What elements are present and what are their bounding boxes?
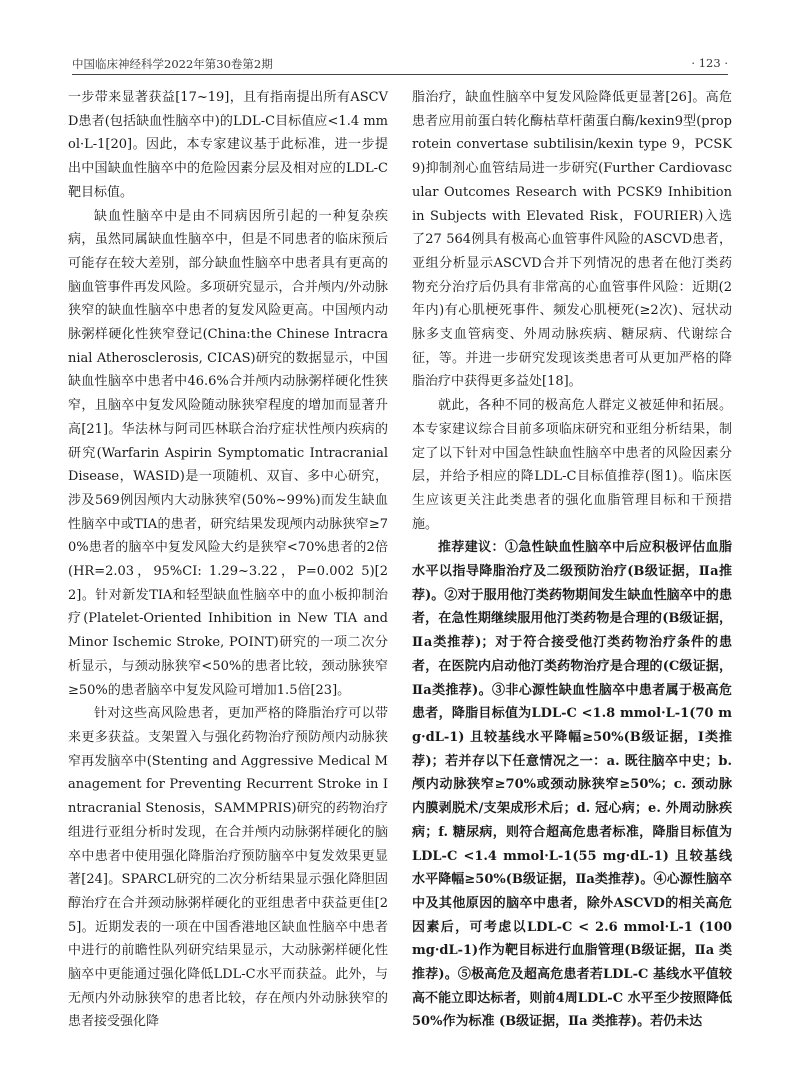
paragraph: 缺血性脑卒中是由不同病因所引起的一种复杂疾病，虽然同属缺血性脑卒中，但是不同患者的临床预后可能存在较大差别，部分缺血性脑卒中患者具有更高的脑血管事件再发风险。多项研究显示，合并颅内/外动脉狭窄的缺血性脑卒中患者的复发风险更高。中国颅内动脉粥样硬化性狭窄登记(China:the Chinese Intracranial Atherosclerosis, CICAS)研究的数据显示，中国缺血性脑卒中患者中46.6%合并颅内动脉粥样硬化性狭窄，且脑卒中复发风险随动脉狭窄程度的增加而显著升高[21]。华法林与阿司匹林联合治疗症状性颅内疾病的研究(Warfarin Aspirin Symptomatic Intracranial Disease，WASID)是一项随机、双盲、多中心研究，涉及569例因颅内大动脉狭窄(50%~99%)而发生缺血性脑卒中或TIA的患者，研究结果发现颅内动脉狭窄≥70%患者的脑卒中复发风险大约是狭窄<70%患者的2倍(HR=2.03，95%CI: 1.29~3.22，P=0.002 5)[22]。针对新发TIA和轻型缺血性脑卒中的血小板抑制治疗(Platelet-Oriented Inhibition in New TIA and Minor Ischemic Stroke, POINT)研究的一项二次分析显示，与颈动脉狭窄<50%的患者比较，颈动脉狭窄≥50%的患者脑卒中复发风险可增加1.5倍[23]。 <box>68 208 388 698</box>
paragraph: 就此，各种不同的极高危人群定义被延伸和拓展。本专家建议综合目前多项临床研究和亚组分析结果，制定了以下针对中国急性缺血性脑卒中患者的风险因素分层，并给予相应的降LDL-C目标值推荐(图1)。临床医生应该更关注此类患者的强化血脂管理目标和干预措施。 <box>412 398 732 532</box>
journal-info: 中国临床神经科学2022年第30卷第2期 <box>72 57 273 71</box>
paragraph: 脂治疗，缺血性脑卒中复发风险降低更显著[26]。高危患者应用前蛋白转化酶枯草杆菌蛋白酶/kexin9型(proprotein convertase subtilisin/kexin type 9，PCSK9)抑制剂心血管结局进一步研究(Further Cardiovascular Outcomes Research with PCSK9 Inhibition in Subjects with Elevated Risk，FOURIER)入选了27 564例具有极高心血管事件风险的ASCVD患者，亚组分析显示ASCVD合并下列情况的患者在他汀类药物充分治疗后仍具有非常高的心血管事件风险：近期(2年内)有心肌梗死事件、频发心肌梗死(≥2次)、冠状动脉多支血管病变、外周动脉疾病、糖尿病、代谢综合征，等。并进一步研究发现该类患者可从更加严格的降脂治疗中获得更多益处[18]。 <box>412 90 732 390</box>
recommendation-paragraph: 推荐建议：①急性缺血性脑卒中后应积极评估血脂水平以指导降脂治疗及二级预防治疗(B级证据，Ⅱa推荐)。②对于服用他汀类药物期间发生缺血性脑卒中的患者，在急性期继续服用他汀类药物是合理的(B级证据，Ⅱa类推荐)；对于符合接受他汀类药物治疗条件的患者，在医院内启动他汀类药物治疗是合理的(C级证据，Ⅱa类推荐)。③非心源性缺血性脑卒中患者属于极高危患者，降脂目标值为LDL-C <1.8 mmol·L-1(70 mg·dL-1) 且较基线水平降幅≥50%(B级证据，Ⅰ类推荐)；若并存以下任意情况之一：a. 既往脑卒中史；b. 颅内动脉狭窄≥70%或颈动脉狭窄≥50%；c. 颈动脉内膜剥脱术/支架成形术后；d. 冠心病；e. 外周动脉疾病；f. 糖尿病，则符合超高危患者标准，降脂目标值为LDL-C <1.4 mmol·L-1(55 mg·dL-1) 且较基线水平降幅≥50%(B级证据，Ⅱa类推荐)。④心源性脑卒中及其他原因的脑卒中患者，除外ASCVD的相关高危因素后，可考虑以LDL-C < 2.6 mmol·L-1 (100 mg·dL-1)作为靶目标进行血脂管理(B级证据，Ⅱa 类推荐)。⑤极高危及超高危患者若LDL-C 基线水平值较高不能立即达标者，则前4周LDL-C 水平至少按照降低 50%作为标准 (B级证据，Ⅱa 类推荐)。若仍未达 <box>412 540 732 1030</box>
right-column <box>412 86 732 1034</box>
paragraph: 一步带来显著获益[17~19]，且有指南提出所有ASCVD患者(包括缺血性脑卒中)的LDL-C目标值应<1.4 mmol·L-1[20]。因此，本专家建议基于此标准，进一步提出中国缺血性脑卒中的危险因素分层及相对应的LDL-C靶目标值。 <box>68 90 388 200</box>
running-header <box>72 54 728 75</box>
paragraph: 针对这些高风险患者，更加严格的降脂治疗可以带来更多获益。支架置入与强化药物治疗预防颅内动脉狭窄再发脑卒中(Stenting and Aggressive Medical Management for Preventing Recurrent Stroke in Intracranial Stenosis，SAMMPRIS)研究的药物治疗组进行亚组分析时发现，在合并颅内动脉粥样硬化的脑卒中患者中使用强化降脂治疗预防脑卒中复发效果更显著[24]。SPARCL研究的二次分析结果显示强化降胆固醇治疗在合并颈动脉粥样硬化的亚组患者中获益更佳[25]。近期发表的一项在中国香港地区缺血性脑卒中患者中进行的前瞻性队列研究结果显示，大动脉粥样硬化性脑卒中更能通过强化降低LDL-C水平而获益。此外，与无颅内外动脉狭窄的患者比较，存在颅内外动脉狭窄的患者接受强化降 <box>68 706 388 1030</box>
left-column <box>68 86 388 1034</box>
page-number: · 123 · <box>691 56 728 70</box>
